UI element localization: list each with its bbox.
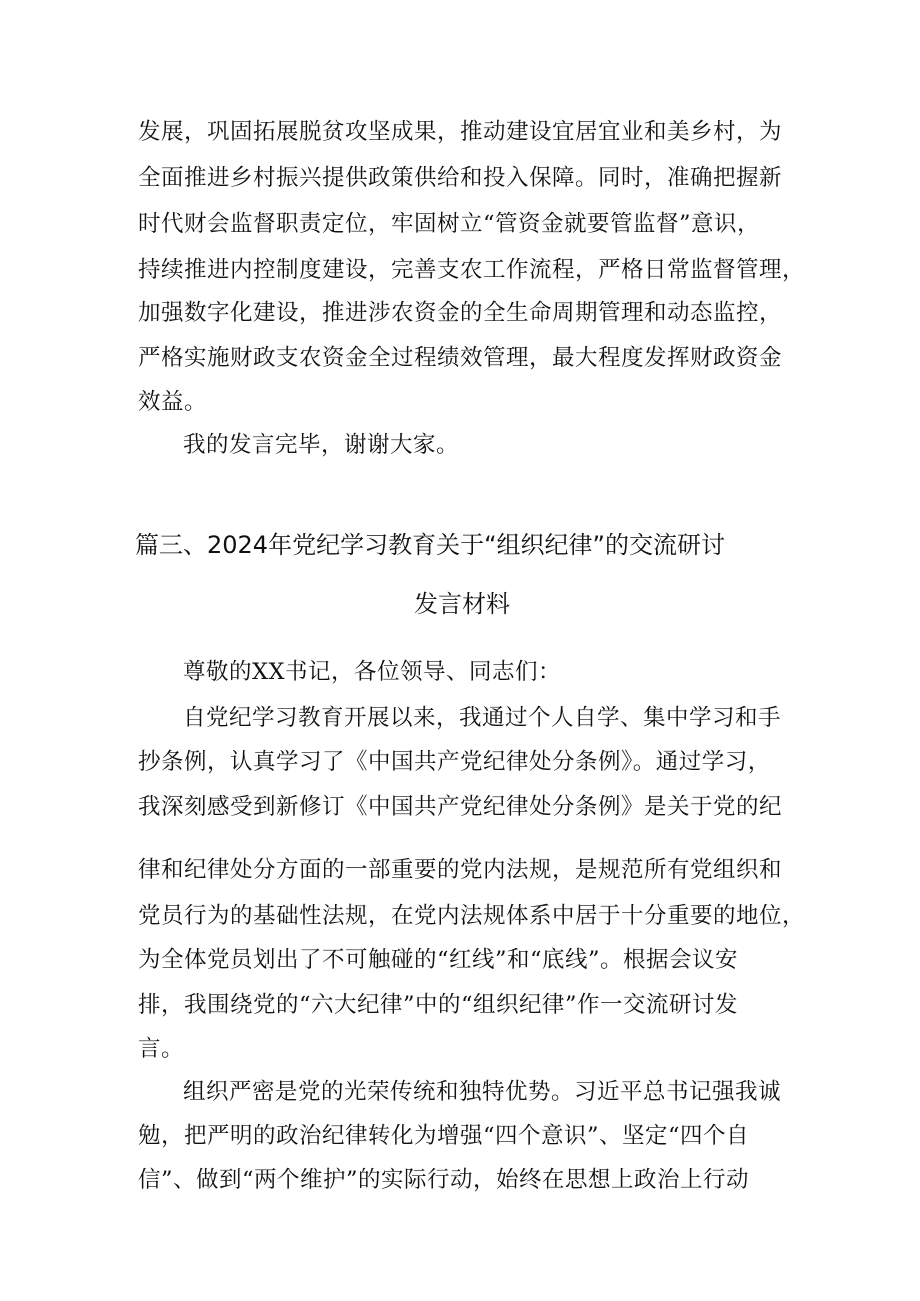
paragraph-line: 组织严密是党的光荣传统和独特优势。习近平总书记强我诚 [183, 1079, 782, 1105]
paragraph-line: 抄条例，认真学习了《中国共产党纪律处分条例》。通过学习， [138, 749, 771, 775]
paragraph-line: 言。 [138, 1036, 185, 1062]
paragraph-line: 发展，巩固拓展脱贫攻坚成果，推动建设宜居宜业和美乡村，为 [138, 119, 783, 145]
paragraph-line: 加强数字化建设，推进涉农资金的全生命周期管理和动态监控， [138, 300, 783, 326]
greeting: 尊敬的XX书记，各位领导、同志们： [183, 659, 562, 685]
paragraph-line: 勉，把严明的政治纪律转化为增强“四个意识”、坚定“四个自 [138, 1123, 750, 1149]
paragraph-line: 时代财会监督职责定位，牢固树立“管资金就要管监督”意识， [138, 211, 761, 237]
paragraph-line: 我深刻感受到新修订《中国共产党纪律处分条例》是关于党的纪 [138, 794, 783, 820]
section-heading-line-1: 篇三、2024年党纪学习教育关于“组织纪律”的交流研讨 [135, 531, 725, 559]
closing-remark: 我的发言完毕，谢谢大家。 [183, 432, 460, 458]
paragraph-line: 效益。 [138, 389, 208, 415]
paragraph-line: 严格实施财政支农资金全过程绩效管理，最大程度发挥财政资金 [138, 345, 783, 371]
paragraph-line: 持续推进内控制度建设，完善支农工作流程，严格日常监督管理， [138, 257, 806, 283]
paragraph-line: 党员行为的基础性法规，在党内法规体系中居于十分重要的地位， [138, 903, 806, 929]
paragraph-line: 为全体党员划出了不可触碰的“红线”和“底线”。根据会议安 [138, 947, 739, 973]
paragraph-line: 自党纪学习教育开展以来，我通过个人自学、集中学习和手 [183, 705, 782, 731]
paragraph-line: 信”、做到“两个维护”的实际行动，始终在思想上政治上行动 [138, 1167, 750, 1193]
paragraph-line: 排，我围绕党的“六大纪律”中的“组织纪律”作一交流研讨发 [138, 992, 739, 1018]
section-heading-line-2: 发言材料 [414, 590, 510, 618]
paragraph-line: 律和纪律处分方面的一部重要的党内法规，是规范所有党组织和 [138, 857, 783, 883]
paragraph-line: 全面推进乡村振兴提供政策供给和投入保障。同时，准确把握新 [138, 165, 783, 191]
